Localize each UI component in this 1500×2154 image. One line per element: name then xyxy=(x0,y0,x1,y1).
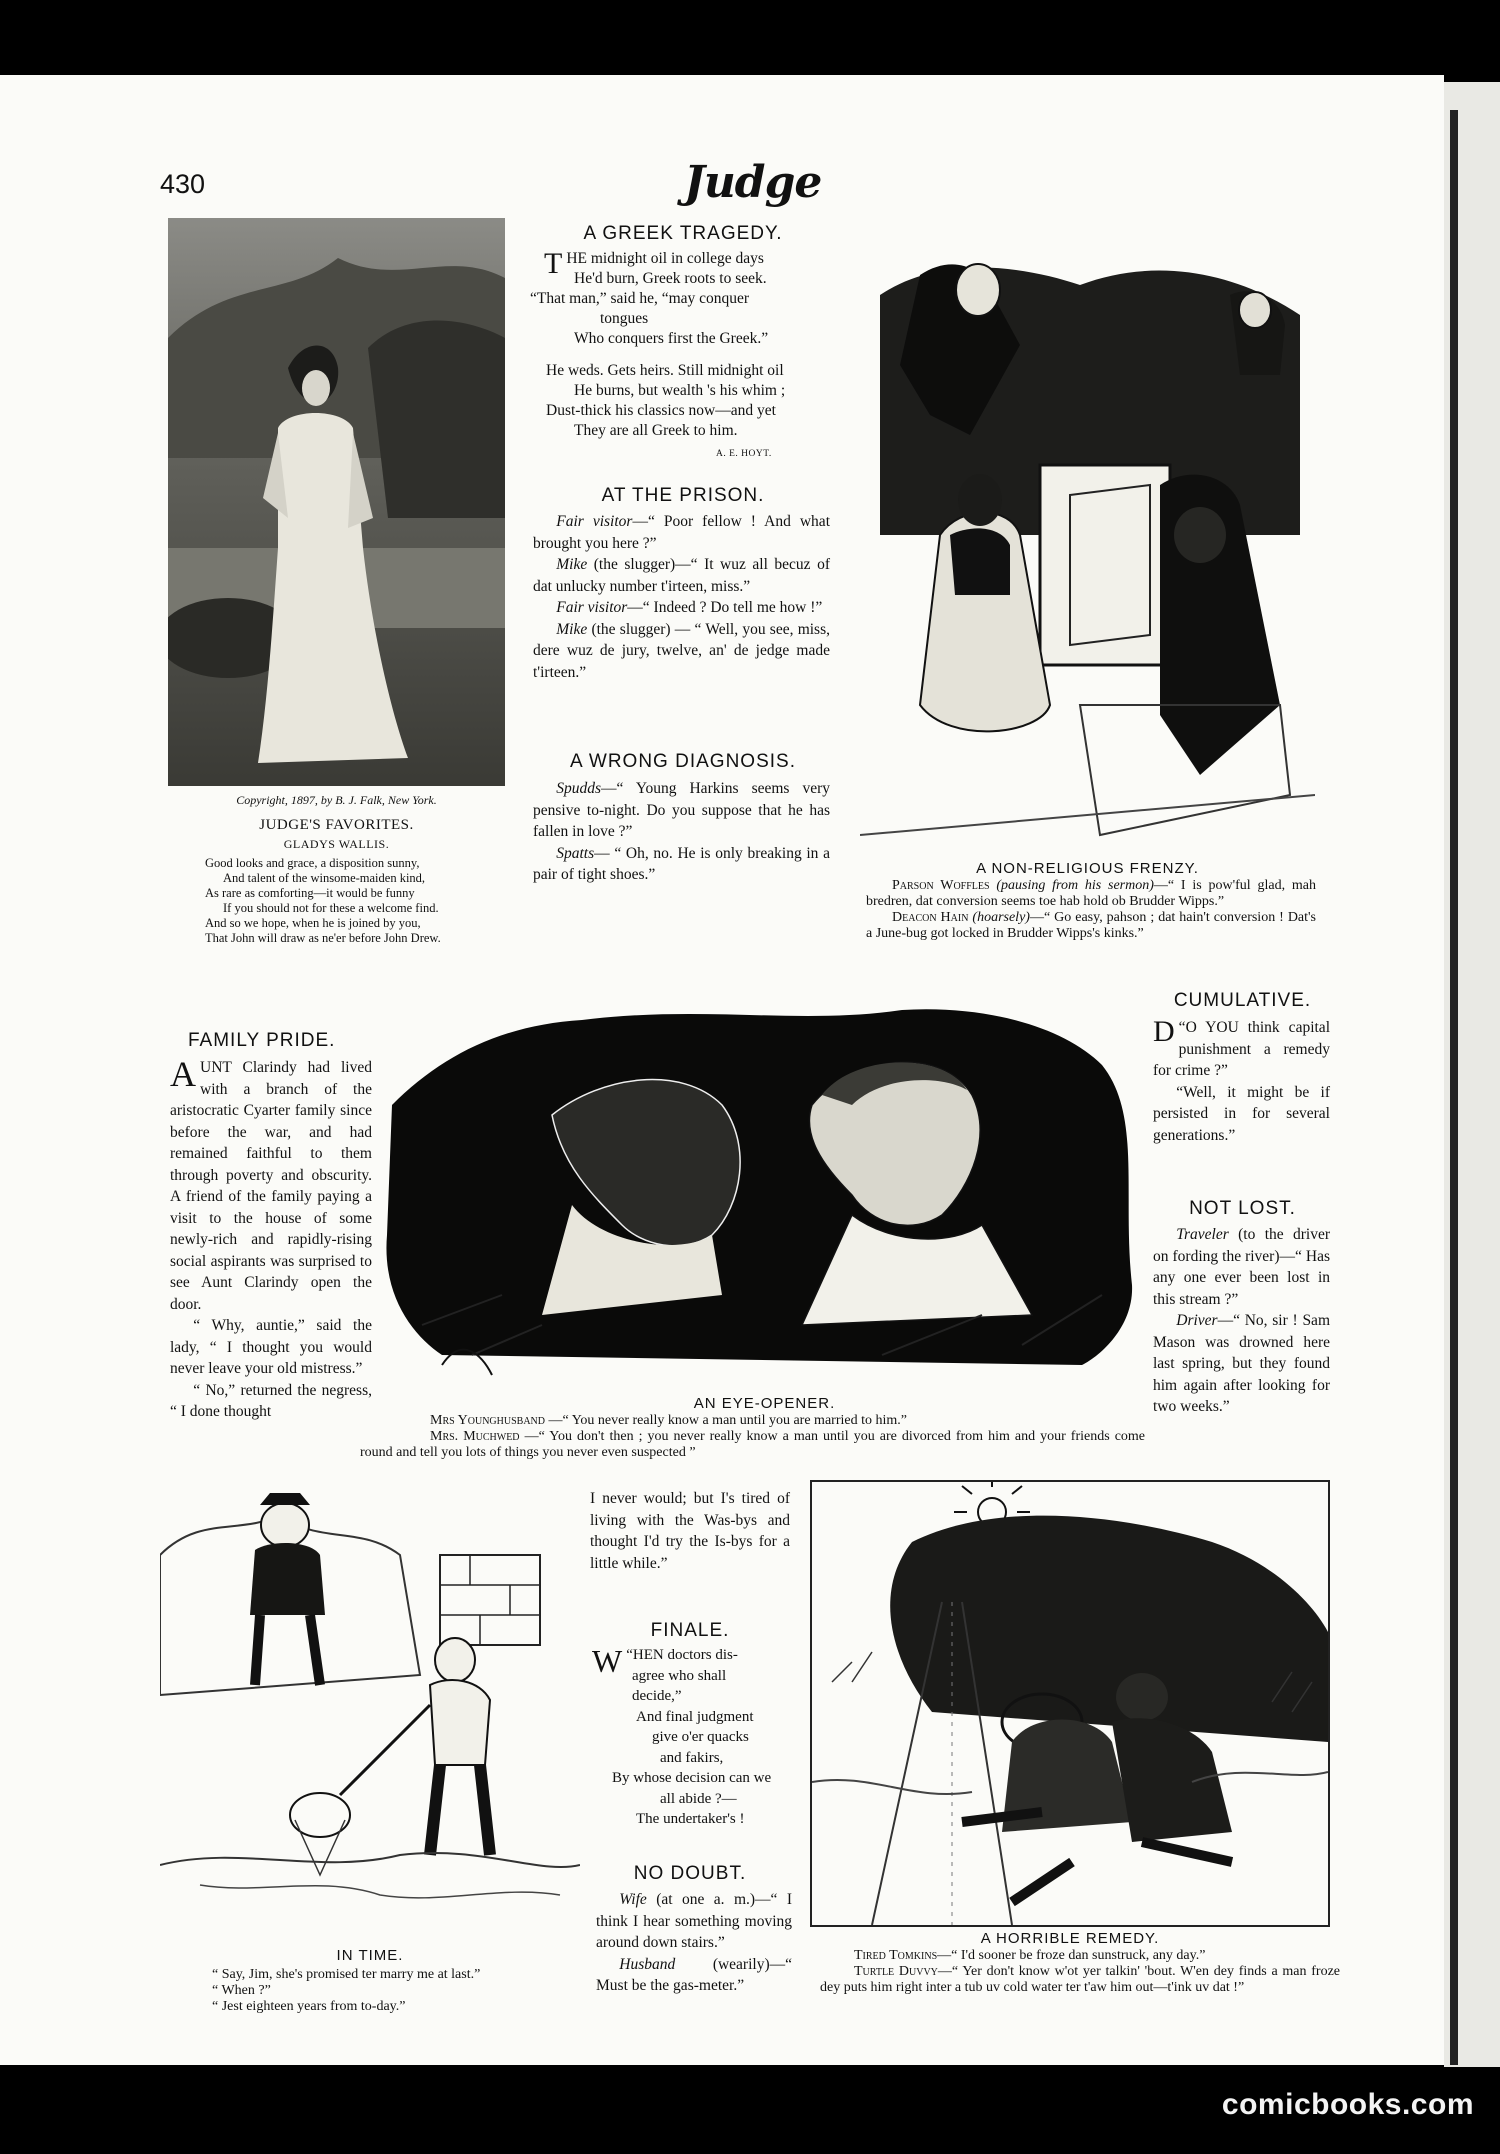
dialogue: —“ You never really know a man until you are married to him.” xyxy=(548,1413,907,1428)
photo-verse xyxy=(205,856,515,946)
dialogue: (wearily)—“ Must be the gas-meter.” xyxy=(596,1955,792,1994)
dialogue: — “ Oh, no. He is only breaking in a pair of tight shoes.” xyxy=(533,844,830,883)
frenzy-caption xyxy=(866,878,1316,942)
dialogue: —“ Yer don't know w'ot yer talkin' 'bout. W'en dey finds a man froze dey puts him right inter a tub uv cold water ter t'aw him out—t'ink uv dat !” xyxy=(820,1964,1340,1995)
nodoubt-text xyxy=(596,1889,792,1997)
prison-title: AT THE PRISON. xyxy=(601,485,765,506)
verse-line: And talent of the winsome-maiden kind, xyxy=(223,871,426,885)
diagnosis-title: A WRONG DIAGNOSIS. xyxy=(570,751,796,772)
photo-subtitle: GLADYS WALLIS. xyxy=(283,837,390,851)
stage-direction: (pausing from his sermon) xyxy=(996,878,1154,893)
speaker: Mike xyxy=(556,556,588,573)
greek-title: A GREEK TRAGEDY. xyxy=(583,223,783,244)
verse-line: That John will draw as ne'er before John Drew. xyxy=(205,931,441,945)
speaker: Mrs Younghusband xyxy=(430,1413,545,1428)
family-continuation xyxy=(590,1488,790,1574)
speaker: Driver xyxy=(1176,1312,1218,1329)
poem-line: He burns, but wealth 's his whim ; xyxy=(574,382,786,399)
nodoubt-title: NO DOUBT. xyxy=(633,1863,747,1884)
eye-opener-caption xyxy=(360,1413,1145,1461)
paragraph: “ Why, auntie,” said the lady, “ I thought you would never leave your old mistress.” xyxy=(170,1317,372,1377)
eye-opener-illustration xyxy=(382,995,1147,1393)
speaker: Husband xyxy=(619,1955,676,1973)
cumulative-text: “ D O YOU think capital punishment a remedy for crime ?” “Well, it might be if persisted in for several generations.” xyxy=(1153,1017,1330,1146)
magazine-page xyxy=(0,75,1444,2065)
frenzy-title: A NON-RELIGIOUS FRENZY. xyxy=(976,860,1199,877)
speaker: Mrs. Muchwed xyxy=(430,1429,520,1444)
intime-caption xyxy=(212,1967,582,2015)
in-time-illustration xyxy=(160,1475,580,1945)
poem-line: Dust-thick his classics now—and yet xyxy=(546,402,776,419)
dialogue: (at one a. m.)—“ I think I hear something moving around down stairs.” xyxy=(596,1891,792,1951)
poem-line: They are all Greek to him. xyxy=(574,422,738,439)
dialogue: —“ Poor fellow ! And what brought you here ?” xyxy=(533,513,830,552)
greek-poem xyxy=(530,249,836,441)
greek-author: A. E. HOYT. xyxy=(716,449,772,459)
dialogue: —“ You don't then ; you never really know a man until you are divorced from him and your friends come round and tell you lots of things you never even suspected ” xyxy=(360,1429,1146,1460)
dialogue: —“ Indeed ? Do tell me how !” xyxy=(627,599,823,616)
remedy-caption xyxy=(820,1948,1340,1996)
speaker: Fair visitor xyxy=(556,599,628,616)
paragraph: I never would; but I's tired of living with the Was-bys and thought I'd try the Is-bys for a little while.” xyxy=(590,1490,790,1572)
paragraph: “Well, it might be if persisted in for several generations.” xyxy=(1153,1083,1330,1144)
verse-line: As rare as comforting—it would be funny xyxy=(205,886,415,900)
dialogue: (to the driver on fording the river)—“ Has any one ever been lost in this stream ?” xyxy=(1153,1226,1330,1308)
dialogue: (the slugger) — “ Well, you see, miss, dere wuz de jury, twelve, an' de jedge made t'irteen.” xyxy=(533,620,830,681)
speaker: Fair visitor xyxy=(556,513,633,530)
remedy-illustration xyxy=(810,1480,1330,1927)
notlost-title: NOT LOST. xyxy=(1189,1198,1296,1219)
watermark: comicbooks.com xyxy=(1221,2088,1474,2121)
dialogue-line: “ Say, Jim, she's promised ter marry me at last.” xyxy=(212,1967,481,1982)
paragraph: “ No,” returned the negress, “ I done thought xyxy=(170,1381,372,1420)
poem-line: all abide ?— xyxy=(660,1790,737,1807)
frenzy-illustration xyxy=(860,235,1315,855)
speaker: Spatts xyxy=(556,844,595,862)
speaker: Spudds xyxy=(556,780,602,797)
poem-line: agree who shall xyxy=(632,1667,727,1684)
speaker: Wife xyxy=(619,1891,647,1908)
poem-line: give o'er quacks xyxy=(652,1729,749,1745)
page-number: 430 xyxy=(160,169,206,199)
poem-line: decide,” xyxy=(632,1688,682,1704)
cumulative-dropcap: D xyxy=(1153,1015,1175,1048)
finale-poem: “ W HEN doctors dis- agree who shall decide,” And final judgment give o'er quacks and fakirs, By whose decision can we all abide ?— The undertaker's ! xyxy=(592,1645,792,1830)
dialogue-line: “ Jest eighteen years from to-day.” xyxy=(212,1999,406,2014)
poem-line: The undertaker's ! xyxy=(636,1811,745,1827)
speaker: Deacon Hain xyxy=(892,910,969,925)
poem-line: “That man,” said he, “may conquer xyxy=(530,290,750,307)
paragraph: O YOU think capital punishment a remedy for crime ?” xyxy=(1153,1019,1330,1079)
poem-line: Who conquers first the Greek.” xyxy=(574,330,769,347)
dialogue: —“ Young Harkins seems very pensive to-night. Do you suppose that he has fallen in love ?” xyxy=(533,780,830,840)
poem-line: HEN doctors dis- xyxy=(632,1647,738,1663)
poem-line: And final judgment xyxy=(636,1708,754,1725)
photo-copyright: Copyright, 1897, by B. J. Falk, New York. xyxy=(236,793,437,807)
eye-opener-title: AN EYE-OPENER. xyxy=(693,1395,836,1412)
intime-title: IN TIME. xyxy=(336,1947,404,1964)
diagnosis-text xyxy=(533,778,830,886)
masthead: Judge xyxy=(684,157,822,208)
speaker: Parson Woffles xyxy=(892,878,990,893)
family-text xyxy=(170,1054,372,1423)
finale-dropcap: W xyxy=(592,1643,623,1679)
binding-shadow xyxy=(1450,110,1458,2065)
cumulative-title: CUMULATIVE. xyxy=(1173,990,1312,1011)
speaker: Mike xyxy=(556,620,588,638)
verse-line: And so we hope, when he is joined by you, xyxy=(205,916,421,930)
verse-line: If you should not for these a welcome find. xyxy=(223,901,439,915)
photo-title: JUDGE'S FAVORITES. xyxy=(259,817,414,833)
dialogue: —“ Go easy, pahson ; dat hain't conversion ! Dat's a June-bug got locked in Brudder Wipps's kinks.” xyxy=(866,910,1316,941)
poem-line: tongues xyxy=(600,310,649,327)
greek-dropcap: T xyxy=(544,247,563,280)
finale-title: FINALE. xyxy=(650,1620,730,1641)
paragraph: UNT Clarindy had lived with a branch of the aristocratic Cyarter family since before the war, and had remained faithful to them through poverty and obscurity. A friend of the family paying a visit to the house of some newly-rich and rapidly-rising social aspirants was surprised to see Aunt Clarindy open the door. xyxy=(170,1059,372,1313)
poem-line: HE midnight oil in college days xyxy=(566,250,764,267)
remedy-title: A HORRIBLE REMEDY. xyxy=(980,1930,1160,1947)
dialogue-line: “ When ?” xyxy=(212,1983,271,1998)
poem-line: He'd burn, Greek roots to seek. xyxy=(574,270,767,287)
speaker: Turtle Duvvy xyxy=(854,1964,938,1979)
speaker: Tired Tomkins xyxy=(854,1948,938,1963)
poem-line: and fakirs, xyxy=(660,1749,724,1766)
dialogue: —“ I'd sooner be froze dan sunstruck, any day.” xyxy=(937,1948,1206,1963)
prison-text xyxy=(533,511,830,683)
family-dropcap: A xyxy=(170,1054,196,1094)
verse-line: Good looks and grace, a disposition sunny, xyxy=(205,856,420,870)
speaker: Traveler xyxy=(1176,1226,1229,1243)
dialogue: —“ No, sir ! Sam Mason was drowned here last spring, but they found him again after looking for two weeks.” xyxy=(1153,1312,1330,1415)
family-title: FAMILY PRIDE. xyxy=(188,1030,336,1051)
portrait-photo xyxy=(168,218,505,786)
notlost-text xyxy=(1153,1224,1330,1418)
dialogue: (the slugger)—“ It wuz all becuz of dat unlucky number t'irteen, miss.” xyxy=(533,556,830,595)
dialogue: —“ I is pow'ful glad, mah bredren, dat conversion seems toe hab hold ob Brudder Wipps.” xyxy=(866,878,1316,909)
poem-line: By whose decision can we xyxy=(612,1770,772,1786)
stage-direction: (hoarsely) xyxy=(972,910,1030,925)
poem-line: He weds. Gets heirs. Still midnight oil xyxy=(546,362,784,379)
